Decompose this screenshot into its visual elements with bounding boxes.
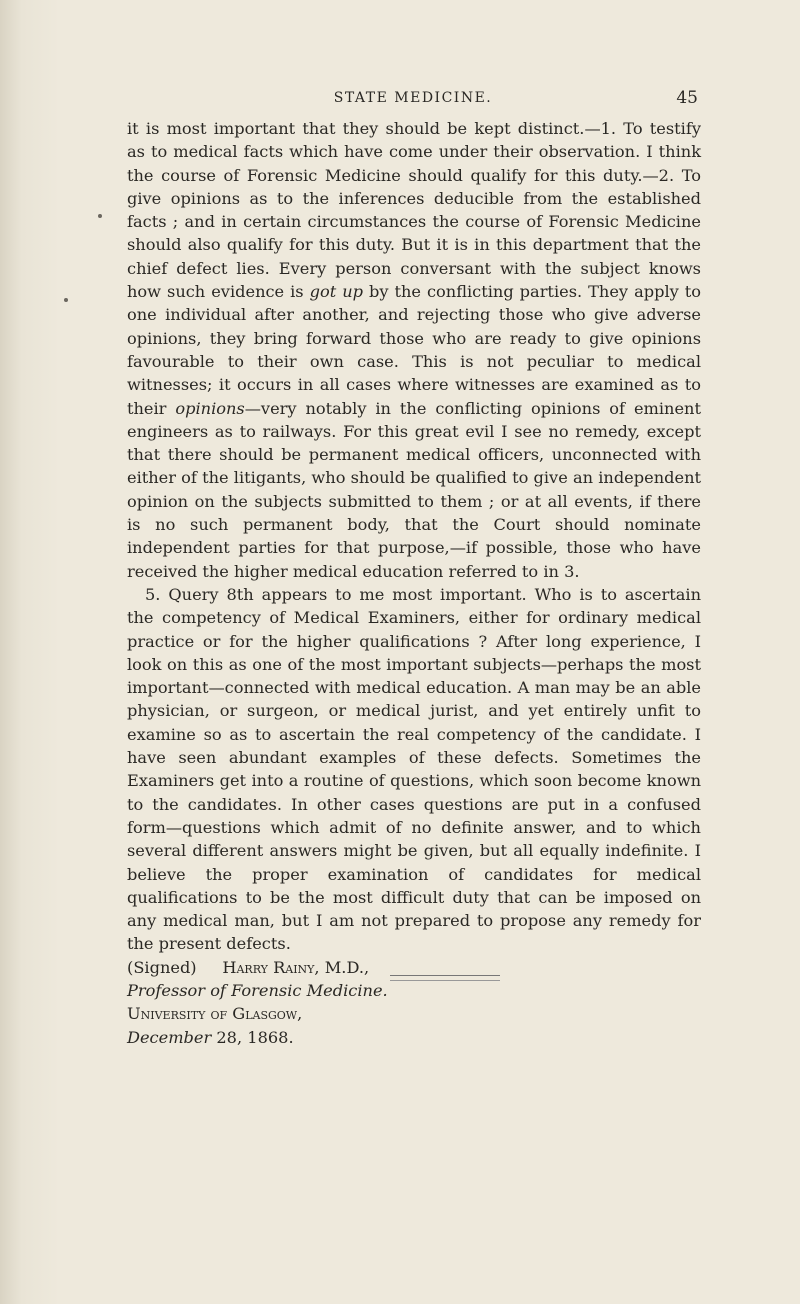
closing-rule-second bbox=[390, 980, 500, 981]
page-header bbox=[128, 90, 698, 112]
page-blemish bbox=[64, 298, 68, 302]
closing-rule bbox=[390, 975, 500, 976]
paragraph-text: —very notably in the conflicting opinions of eminent engineers as to railways. For this great evil I see no remedy, except that there should be permanent medical officers, unconnected with either of the litigants, who should be qualified to give an independent opinion on the subjects submitted to them ; or at all events, if there is no such permanent body, that the Court should nominate independent parties for that purpose,—if possible, those who have received the higher medical education referred to in 3. bbox=[127, 398, 701, 581]
running-title: STATE MEDICINE. bbox=[333, 90, 493, 106]
date-rest: 28, 1868. bbox=[211, 1027, 294, 1047]
paragraph-text: by the conflicting parties. They apply to one individual after another, and rejecting those who give adverse opinions, they bring forward those who are ready to give opinions favourable to their own case. This is not peculiar to medical witnesses; it occurs in all cases where witnesses are examined as to their bbox=[127, 282, 701, 418]
body-text bbox=[127, 117, 701, 1049]
place-line: University of Glasgow, bbox=[127, 1004, 303, 1024]
paragraph-continuation bbox=[127, 117, 701, 583]
signed-label: (Signed) bbox=[127, 957, 197, 977]
date-month: December bbox=[127, 1027, 212, 1047]
signatory-name: Harry Rainy, M.D., bbox=[222, 957, 370, 977]
page-blemish bbox=[98, 214, 102, 218]
signatory-title: Professor of Forensic Medicine. bbox=[127, 980, 388, 1000]
date-line bbox=[127, 1026, 701, 1049]
paragraph-text: it is most important that they should be kept distinct.—1. To testify as to medical facts which have come under their observation. I think the course of Forensic Medicine should qualify for this duty.—2. To give opinions as to the inferences deducible from the established facts ; and in certain circumstances the course of Forensic Medicine should also qualify for this duty. But it is in this department that the chief defect lies. Every person conversant with the subject knows how such evidence is bbox=[127, 119, 701, 302]
paragraph-query-8: 5. Query 8th appears to me most important. Who is to ascertain the competency of Medical Examiners, either for ordinary medical practice or for the higher qualifications ? After long experience, I look on this as one of the most important subjects—perhaps the most important—connected with medical education. A man may be an able physician, or surgeon, or medical jurist, and yet entirely unfit to examine so as to ascertain the real competency of the candidate. I have seen abundant examples of these defects. Sometimes the Examiners get into a routine of questions, which soon become known to the candidates. In other cases questions are put in a confused form—questions which admit of no definite answer, and to which several different answers might be given, but all equally indefinite. I believe the proper examination of candidates for medical qualifications to be the most difficult duty that can be imposed on any medical man, but I am not prepared to propose any remedy for the present defects. bbox=[127, 584, 701, 954]
page-number: 45 bbox=[676, 88, 698, 108]
emphasis-opinions: opinions bbox=[175, 398, 245, 418]
emphasis-got-up: got up bbox=[309, 282, 363, 302]
